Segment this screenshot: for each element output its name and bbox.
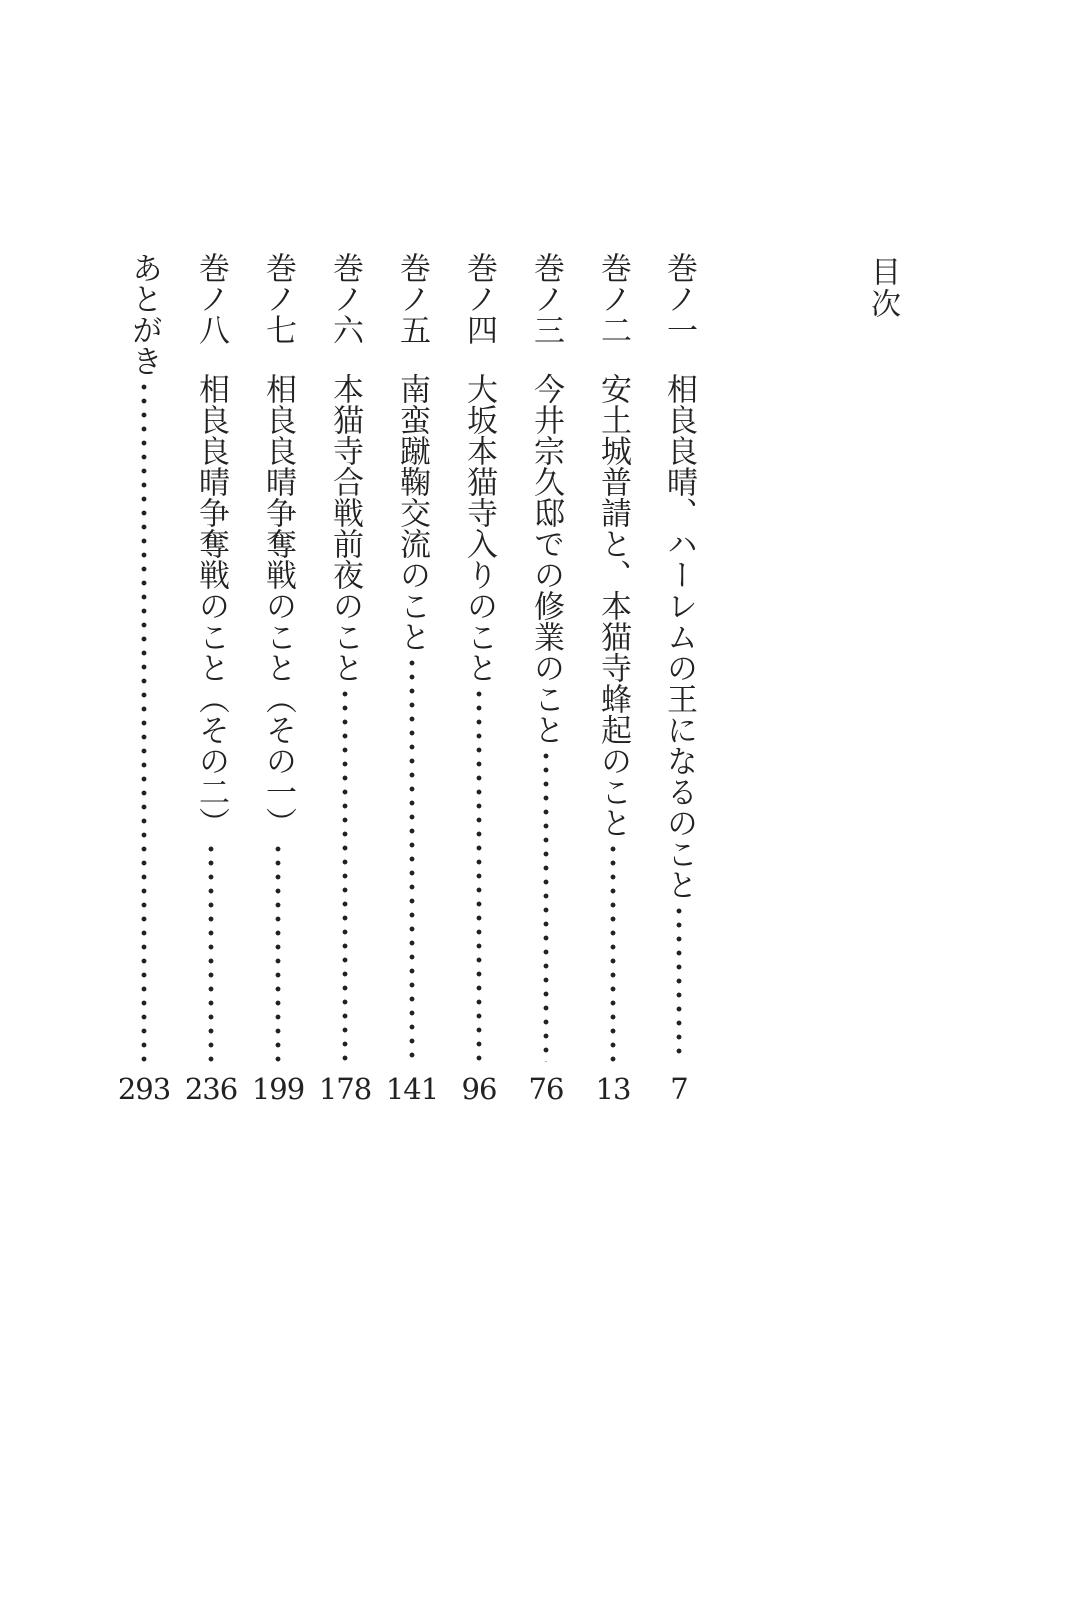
page-number: 76 <box>528 1072 564 1106</box>
toc-entry-body <box>525 252 567 1062</box>
toc-entry-body <box>658 252 700 1062</box>
toc-entry-2[interactable] <box>592 252 634 1122</box>
page-number: 141 <box>385 1072 439 1106</box>
toc-entry-4[interactable] <box>458 252 500 1122</box>
chapter-title: 南蛮蹴鞠交流のこと <box>394 373 430 652</box>
gap <box>211 345 212 373</box>
chapter-title: 今井宗久邸での修業のこと <box>528 373 564 745</box>
dot-leader <box>525 749 567 1062</box>
chapter-number: 巻ノ七 <box>260 252 296 345</box>
dot-leader <box>391 656 433 1062</box>
page-number: 7 <box>670 1072 688 1106</box>
gap <box>345 345 346 373</box>
chapter-number: 巻ノ二 <box>595 252 631 345</box>
chapter-title: 本猫寺合戦前夜のこと <box>327 373 363 683</box>
page-number: 293 <box>117 1072 171 1106</box>
toc-entry-1[interactable] <box>658 252 700 1122</box>
toc-entry-afterword[interactable] <box>117 252 171 1122</box>
chapter-number: 巻ノ四 <box>461 252 497 345</box>
page-number: 178 <box>318 1072 372 1106</box>
gap <box>278 345 279 373</box>
dot-leader <box>123 380 165 1062</box>
toc-entry-body <box>391 252 433 1062</box>
gap <box>613 345 614 373</box>
page-number: 96 <box>461 1072 497 1106</box>
chapter-number: 巻ノ一 <box>661 252 697 345</box>
toc-entry-body <box>592 252 634 1062</box>
chapter-title: あとがき <box>126 252 162 376</box>
dot-leader <box>190 842 232 1062</box>
chapter-number: 巻ノ八 <box>193 252 229 345</box>
toc-entry-5[interactable] <box>385 252 439 1122</box>
chapter-title: 相良良晴争奪戦のこと（その一） <box>260 373 296 838</box>
toc-entry-body <box>324 252 366 1062</box>
dot-leader <box>592 842 634 1062</box>
chapter-number: 巻ノ六 <box>327 252 363 345</box>
dot-leader <box>324 687 366 1062</box>
chapter-number: 巻ノ五 <box>394 252 430 345</box>
toc-entry-body <box>458 252 500 1062</box>
toc-entry-3[interactable] <box>525 252 567 1122</box>
chapter-number: 巻ノ三 <box>528 252 564 345</box>
toc-entry-body <box>123 252 165 1062</box>
chapter-title: 相良良晴、ハーレムの王になるのこと <box>661 373 697 900</box>
gap <box>679 345 680 373</box>
chapter-title: 安土城普請と、本猫寺蜂起のこと <box>595 373 631 838</box>
gap <box>546 345 547 373</box>
page-number: 13 <box>595 1072 631 1106</box>
chapter-title: 大坂本猫寺入りのこと <box>461 373 497 683</box>
page-number: 199 <box>251 1072 305 1106</box>
dot-leader <box>458 687 500 1062</box>
toc-entry-7[interactable] <box>251 252 305 1122</box>
page-number: 236 <box>184 1072 238 1106</box>
toc-title: 目次 <box>865 256 900 320</box>
toc-entry-8[interactable] <box>184 252 238 1122</box>
gap <box>479 345 480 373</box>
gap <box>412 345 413 373</box>
toc-entry-body <box>190 252 232 1062</box>
toc-entry-6[interactable] <box>318 252 372 1122</box>
chapter-title: 相良良晴争奪戦のこと（その二） <box>193 373 229 838</box>
toc-entry-body <box>257 252 299 1062</box>
dot-leader <box>257 842 299 1062</box>
dot-leader <box>658 904 700 1062</box>
